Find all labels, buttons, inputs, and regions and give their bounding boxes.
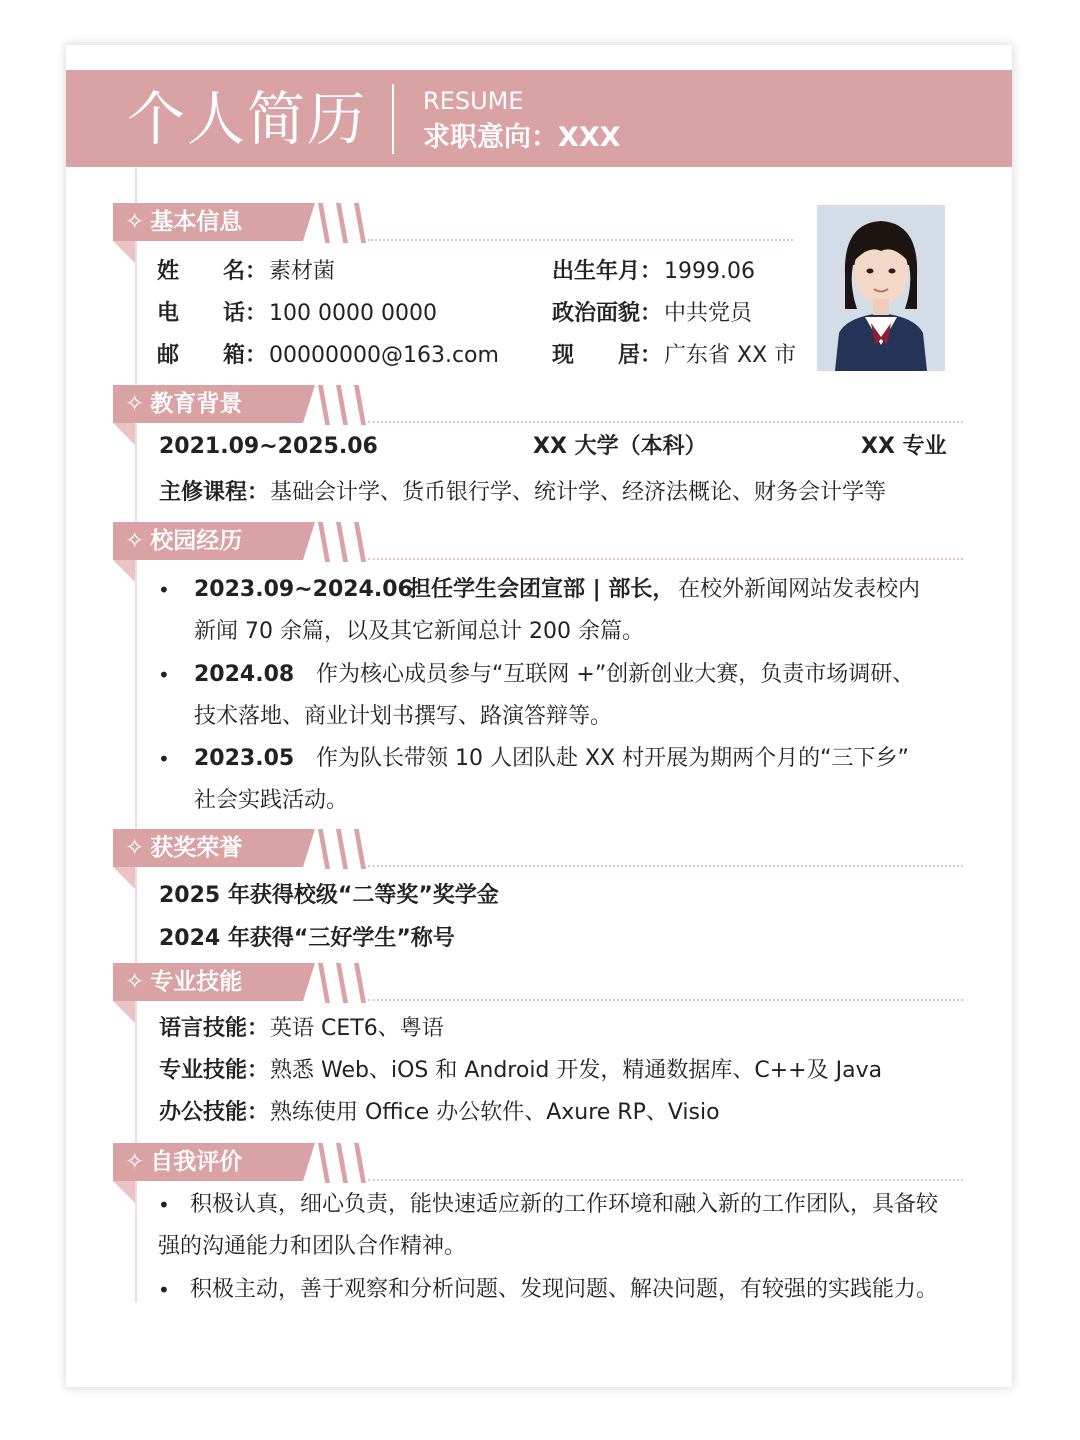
star-icon: ✧ [125,391,145,417]
political-label: 政治面貌： [552,301,663,326]
self-eval-line-cont: 强的沟通能力和团队合作精神。 [158,1234,467,1259]
campus-text: 在校外新闻网站发表校内 [678,577,921,602]
phone-value: 100 0000 0000 [269,301,437,326]
name-value: 素材菌 [269,259,336,284]
self-eval-line: 积极认真，细心负责，能快速适应新的工作环境和融入新的工作团队，具备较 [190,1192,939,1217]
bullet-icon: • [158,663,170,687]
section-title: 基本信息 [150,209,243,235]
section-basic-header [113,203,793,263]
campus-text-cont: 新闻 70 余篇，以及其它新闻总计 200 余篇。 [194,619,644,644]
campus-date: 2024.08 [194,662,295,687]
job-intent: 求职意向：XXX [423,122,621,153]
email-value: 00000000@163.com [269,343,499,368]
star-icon: ✧ [125,528,145,554]
skill-value: 熟悉 Web、iOS 和 Android 开发，精通数据库、C++及 Java [270,1058,883,1083]
name-label-2: 名： [223,259,268,284]
phone-label-2: 话： [223,301,268,326]
star-icon: ✧ [125,1149,145,1175]
email-label: 邮 [157,343,180,368]
birth-value: 1999.06 [664,259,755,284]
bullet-icon: • [158,747,170,771]
bullet-icon: • [158,578,170,602]
residence-label: 现 [552,343,575,368]
name-label: 姓 [157,259,180,284]
education-school: XX 大学（本科） [533,434,707,459]
award-item: 2025 年获得校级“二等奖”奖学金 [159,883,499,908]
courses-value: 基础会计学、货币银行学、统计学、经济法概论、财务会计学等 [270,480,887,505]
page-title: 个人简历 [127,85,368,153]
section-title: 获奖荣誉 [150,835,243,861]
avatar-illustration [817,205,945,371]
header-subtitle: RESUME [423,87,524,115]
education-major: XX 专业 [861,434,947,459]
campus-role: 担任学生会团宣部 | 部长， [409,577,675,602]
profile-photo [817,205,945,371]
section-title: 自我评价 [150,1149,243,1175]
campus-text-cont: 社会实践活动。 [194,788,349,813]
section-title: 校园经历 [150,528,243,554]
section-title: 教育背景 [150,391,243,417]
campus-date: 2023.09~2024.06 [194,577,413,602]
header-divider [392,84,394,154]
bullet-icon: • [158,1193,170,1217]
courses-label: 主修课程： [159,480,270,505]
star-icon: ✧ [125,209,145,235]
bullet-icon: • [158,1278,170,1302]
education-period: 2021.09~2025.06 [159,434,378,459]
campus-text: 作为核心成员参与“互联网 +”创新创业大赛，负责市场调研、 [316,662,915,687]
campus-text: 作为队长带领 10 人团队赴 XX 村开展为期两个月的“三下乡” [316,746,909,771]
star-icon: ✧ [125,969,145,995]
campus-text-cont: 技术落地、商业计划书撰写、路演答辩等。 [194,704,613,729]
star-icon: ✧ [125,835,145,861]
campus-date: 2023.05 [194,746,295,771]
skill-label: 语言技能： [159,1016,270,1041]
timeline-line [135,167,137,1302]
skill-value: 熟练使用 Office 办公软件、Axure RP、Visio [270,1100,720,1125]
section-title: 专业技能 [150,969,243,995]
residence-value: 广东省 XX 市 [664,343,797,368]
section-awards-header [113,829,963,889]
skill-value: 英语 CET6、粤语 [270,1016,444,1041]
section-campus-header [113,522,963,582]
award-item: 2024 年获得“三好学生”称号 [159,926,455,951]
self-eval-line: 积极主动，善于观察和分析问题、发现问题、解决问题，有较强的实践能力。 [190,1277,939,1302]
skill-label: 办公技能： [159,1100,270,1125]
skill-label: 专业技能： [159,1058,270,1083]
residence-label-2: 居： [618,343,663,368]
birth-label: 出生年月： [552,259,663,284]
political-value: 中共党员 [664,301,753,326]
email-label-2: 箱： [223,343,268,368]
phone-label: 电 [157,301,180,326]
